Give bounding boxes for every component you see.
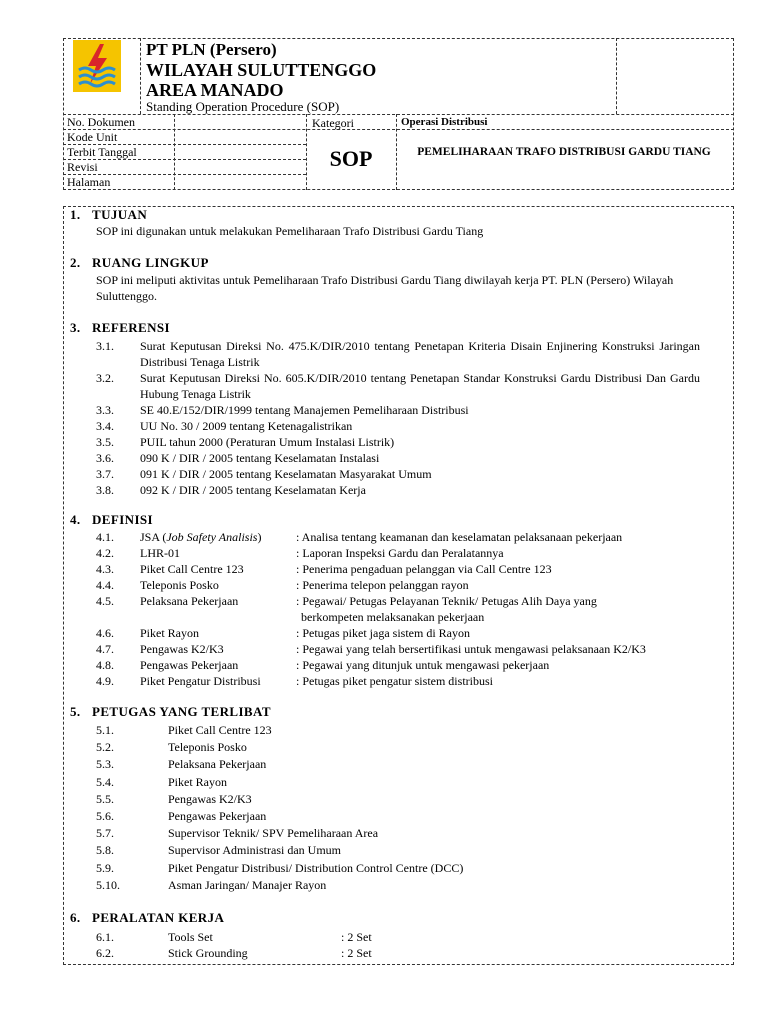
referensi-item: PUIL tahun 2000 (Peraturan Umum Instalasi Listrik): [140, 435, 395, 449]
peralatan-quantity: : 2 Set: [341, 946, 372, 960]
petugas-number: 5.7.: [96, 826, 114, 841]
definisi-term: Pengawas K2/K3: [140, 642, 224, 656]
section-heading-referensi: 3. REFERENSI: [70, 320, 171, 335]
meta-label-halaman: Halaman: [67, 175, 111, 189]
section-heading-definisi: 4. DEFINISI: [70, 512, 153, 527]
definisi-description: : Petugas piket pengatur sistem distribusi: [296, 674, 493, 688]
definisi-number: 4.4.: [96, 578, 114, 592]
peralatan-number: 6.2.: [96, 946, 114, 960]
petugas-number: 5.5.: [96, 791, 114, 806]
section-heading-tujuan: 1. TUJUAN: [70, 207, 148, 222]
petugas-number: 5.6.: [96, 809, 114, 823]
definisi-term: JSA (Job Safety Analisis): [140, 530, 262, 544]
definisi-number: 4.2.: [96, 546, 114, 560]
petugas-item: Piket Pengatur Distribusi/ Distribution Control Centre (DCC): [168, 860, 464, 875]
definisi-term: Piket Pengatur Distribusi: [140, 674, 261, 688]
petugas-item: Pengawas Pekerjaan: [168, 809, 267, 823]
petugas-item: Pengawas K2/K3: [168, 791, 252, 806]
section-text-tujuan: SOP ini digunakan untuk melakukan Pemeliharaan Trafo Distribusi Gardu Tiang: [96, 224, 484, 238]
definisi-term: LHR-01: [140, 546, 180, 560]
divider: [140, 38, 141, 114]
definisi-description: : Pegawai/ Petugas Pelayanan Teknik/ Petugas Alih Daya yang: [296, 594, 597, 608]
definisi-term: Piket Call Centre 123: [140, 562, 244, 576]
definisi-term: Teleponis Posko: [140, 578, 219, 592]
referensi-number: 3.1.: [96, 339, 114, 353]
petugas-item: Asman Jaringan/ Manajer Rayon: [168, 877, 327, 892]
referensi-number: 3.4.: [96, 419, 114, 433]
definisi-description: : Laporan Inspeksi Gardu dan Peralatannya: [296, 546, 504, 560]
document-title: PEMELIHARAAN TRAFO DISTRIBUSI GARDU TIANG: [417, 146, 711, 158]
petugas-number: 5.8.: [96, 843, 114, 858]
section-heading-petugas: 5. PETUGAS YANG TERLIBAT: [70, 704, 271, 719]
referensi-item: SE 40.E/152/DIR/1999 tentang Manajemen Pemeliharaan Distribusi: [140, 403, 469, 417]
kategori-label: Kategori: [312, 116, 354, 130]
company-name: PT PLN (Persero): [146, 40, 277, 59]
petugas-number: 5.2.: [96, 740, 114, 755]
petugas-item: Teleponis Posko: [168, 740, 247, 755]
meta-label-no-dokumen: No. Dokumen: [67, 115, 135, 129]
referensi-number: 3.8.: [96, 483, 114, 497]
divider: [616, 38, 617, 114]
referensi-number: 3.2.: [96, 371, 114, 385]
meta-label-terbit-tanggal: Terbit Tanggal: [67, 145, 137, 159]
meta-label-revisi: Revisi: [67, 160, 98, 174]
definisi-description: : Pegawai yang telah bersertifikasi untuk mengawasi pelaksanaan K2/K3: [296, 642, 646, 656]
kategori-value: Operasi Distribusi: [401, 116, 488, 128]
definisi-number: 4.8.: [96, 658, 114, 672]
doc-type: Standing Operation Procedure (SOP): [146, 99, 340, 114]
referensi-number: 3.6.: [96, 451, 114, 465]
referensi-item: UU No. 30 / 2009 tentang Ketenagalistrikan: [140, 419, 353, 433]
area-name: AREA MANADO: [146, 80, 284, 100]
definisi-number: 4.7.: [96, 642, 114, 656]
divider: [63, 129, 734, 130]
definisi-description: : Analisa tentang keamanan dan keselamatan pelaksanaan pekerjaan: [296, 530, 623, 544]
definisi-number: 4.1.: [96, 530, 114, 544]
definisi-number: 4.6.: [96, 626, 114, 640]
definisi-description: : Penerima telepon pelanggan rayon: [296, 578, 469, 592]
definisi-number: 4.9.: [96, 674, 114, 688]
region-name: WILAYAH SULUTTENGGO: [146, 60, 377, 80]
definisi-description: : Penerima pengaduan pelanggan via Call Centre 123: [296, 562, 552, 576]
definisi-term: Pengawas Pekerjaan: [140, 658, 239, 672]
pln-logo-icon: [73, 40, 121, 92]
petugas-item: Piket Call Centre 123: [168, 723, 272, 737]
peralatan-item: Stick Grounding: [168, 946, 248, 960]
meta-label-kode-unit: Kode Unit: [67, 130, 118, 144]
divider: [63, 159, 306, 160]
petugas-number: 5.4.: [96, 774, 114, 789]
definisi-term: Pelaksana Pekerjaan: [140, 594, 239, 608]
section-text-ruang-lingkup: SOP ini meliputi aktivitas untuk Pemeliharaan Trafo Distribusi Gardu Tiang diwilayah kerja PT. PLN (Persero) Wilayah Suluttenggo.: [96, 273, 674, 303]
referensi-number: 3.7.: [96, 467, 114, 481]
petugas-item: Pelaksana Pekerjaan: [168, 757, 267, 772]
petugas-number: 5.10.: [96, 877, 120, 892]
petugas-item: Supervisor Administrasi dan Umum: [168, 843, 341, 858]
petugas-item: Piket Rayon: [168, 774, 227, 789]
section-heading-ruang-lingkup: 2. RUANG LINGKUP: [70, 255, 209, 270]
petugas-number: 5.9.: [96, 860, 114, 875]
sop-label: SOP: [329, 146, 373, 171]
referensi-item: 090 K / DIR / 2005 tentang Keselamatan Instalasi: [140, 451, 380, 465]
referensi-item: 091 K / DIR / 2005 tentang Keselamatan Masyarakat Umum: [140, 467, 432, 481]
definisi-number: 4.5.: [96, 594, 114, 608]
referensi-number: 3.5.: [96, 435, 114, 449]
definisi-description: : Pegawai yang ditunjuk untuk mengawasi pekerjaan: [296, 658, 550, 672]
peralatan-quantity: : 2 Set: [341, 930, 372, 944]
definisi-term: Piket Rayon: [140, 626, 199, 640]
referensi-item: 092 K / DIR / 2005 tentang Keselamatan Kerja: [140, 483, 366, 497]
peralatan-item: Tools Set: [168, 930, 213, 944]
peralatan-number: 6.1.: [96, 930, 114, 944]
petugas-item: Supervisor Teknik/ SPV Pemeliharaan Area: [168, 826, 379, 841]
definisi-number: 4.3.: [96, 562, 114, 576]
section-heading-peralatan: 6. PERALATAN KERJA: [70, 910, 225, 925]
divider: [63, 114, 734, 115]
petugas-number: 5.3.: [96, 757, 114, 772]
referensi-item: Surat Keputusan Direksi No. 475.K/DIR/2010 tentang Penetapan Kriteria Disain Enjinering Konstruksi Jaringan Distribusi Tenaga Listrik: [140, 339, 700, 369]
definisi-description-cont: berkompeten melaksanakan pekerjaan: [301, 610, 485, 624]
referensi-item: Surat Keputusan Direksi No. 605.K/DIR/2010 tentang Penetapan Standar Konstruksi Gardu Distribusi Dan Gardu Hubung Tenaga Listrik: [140, 371, 700, 401]
petugas-number: 5.1.: [96, 723, 114, 737]
definisi-description: : Petugas piket jaga sistem di Rayon: [296, 626, 470, 640]
referensi-number: 3.3.: [96, 403, 114, 417]
divider: [174, 114, 175, 190]
